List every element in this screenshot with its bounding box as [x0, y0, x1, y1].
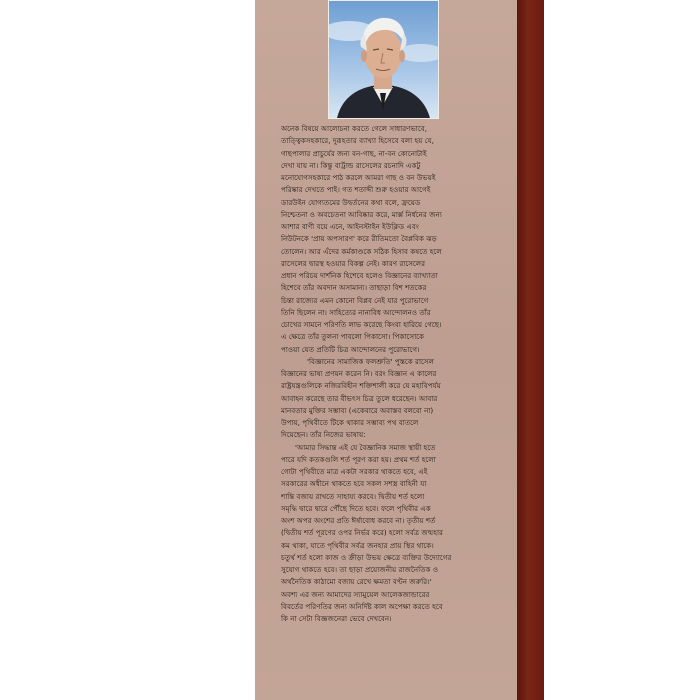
body-line: কি না সেটা বিজ্ঞজনেরা ভেবে দেখবেন।: [281, 614, 392, 623]
book-spine: [517, 0, 544, 700]
body-line: চোখের সামনে পরিণতি লাভ করেছে কিংবা হারিয়ে গেছে।: [281, 320, 442, 329]
body-line: আবাহন করেছে তার বীভৎস চিত্র তুলে ধরেছেন। আবার: [281, 393, 438, 403]
quote-line: গোটা পৃথিবীতে মাত্র একটা সরকার থাকতে হবে, এই: [281, 467, 428, 476]
body-line: চিন্তা রাজ্যের এমন কোনো বিপ্লব নেই যার পুরোভাগে: [281, 295, 429, 305]
body-line: তোলেন। আর এঁদের কর্মকাণ্ডকে সঠিক হিসাব কষতে হলে: [281, 246, 442, 256]
author-portrait-image: [328, 0, 439, 119]
body-line-paragraph-start: 'বিজ্ঞানের সামাজিক ফলশ্রুতি' পুস্তকে রাসেল: [307, 356, 434, 366]
body-line: পরিষ্কার দেখতে পাই। গত শতাব্দী শুরু হওয়ার আগেই: [281, 185, 431, 195]
quote-line: (দ্বিতীয় শর্ত পূরণের ওপর নির্ভর করে) হলো সর্বত্র জন্মহার: [281, 528, 443, 538]
body-line: অবশ্য এর জন্য আমাদের স্যামুয়েল আলেকজান্ডারের: [281, 589, 430, 599]
body-line: রাসেলের দ্বারস্থ হওয়ার বিকল্প নেই। কারণ রাসেলের: [281, 258, 426, 268]
body-line: বিবর্তের পরিণতির জন্য অনির্দিষ্ট কাল অপেক্ষা করতে হবে: [281, 601, 443, 611]
body-line: হিশেবে তাঁর অবদান অসামান্য। তাছাড়া বিশ শতকের: [281, 283, 427, 293]
body-line: অনেক বিষয়ে আলোচনা করতে গেলে সাধারণভাবে,: [281, 124, 427, 133]
body-line: মানবতার মুক্তির সম্ভাব্য (একেবারে অবাস্তব বলবো না): [281, 405, 434, 415]
quote-line: অর্থনৈতিক কাঠামো বজায় রেখে ক্ষমতা বণ্টন জরুরি।': [281, 577, 432, 587]
flap-body-text: [281, 123, 506, 625]
body-line: ডারউইন যোগ্যতমের উদ্বর্তনের কথা বলে, ফ্রয়েড: [281, 197, 421, 207]
body-line: মনোযোগসহকারে পাঠ করলে আমরা গাছ ও বন উভয়ই: [281, 173, 436, 182]
body-line: তাত্ত্বিকসহকারে, দুরূহতার ব্যাখ্যা হিসেবে বলা হয় যে,: [281, 136, 434, 146]
body-line: প্রধান পরিচয় দার্শনিক হিশেবে হলেও বিজ্ঞানের ব্যাখ্যাতা: [281, 271, 438, 280]
quote-line: সুযোগ থাকতে হবে। তা ছাড়া প্রয়োজনীয় রাজনৈতিক ও: [281, 565, 439, 574]
body-line: দেখা যায় না। কিন্তু বার্ট্রান্ড রাসেলের রচনাদি একটু: [281, 160, 421, 170]
body-line: নিউটনকে 'প্রায় অপসারণ' করে রীতিমতো বৈপ্লবিক ঝড়: [281, 234, 437, 244]
quote-line: শান্তি বজায় রাখতে সাহায্য করবে। দ্বিতীয় শর্ত হলো: [281, 491, 425, 501]
body-line: এ ক্ষেত্রে তাঁর তুলনা পাবলো পিকাসো। পিকাসোকে: [281, 332, 425, 342]
body-line: বিজ্ঞানের ভাষ্য প্রণয়ন করেন নি। বরং বিজ্ঞান এ কালের: [281, 369, 437, 378]
body-line: নিশ্চেতনা ও অবচেতনা আবিষ্কার করে, মার্ক্স নির্ধনের জন্য: [281, 209, 442, 219]
body-line: পাওয়া যেত প্রতিটি চিত্র আন্দোলনের পুরোভাগে।: [281, 344, 420, 354]
quote-line: কম থাকা, যাতে পৃথিবীর সর্বত্র জনহার প্রায় স্থির থাকে।: [281, 540, 434, 550]
body-line: আশার বাণী বয়ে এনে, আইনস্টাইন ইউক্লিড এবং: [281, 222, 419, 231]
quote-line: পারে যদি কতকগুলি শর্ত পূরণ করা হয়। প্রথম শর্ত হলো: [281, 454, 436, 464]
quote-line: চতুর্থ শর্ত হলো কাজ ও ক্রীড়া উভয় ক্ষেত্রে ব্যক্তির উদ্যোগের: [281, 552, 452, 562]
body-line: তিনি ছিলেন না। সাহিত্যের নানাবিধ আন্দোলনও তাঁর: [281, 307, 431, 317]
body-line: রাষ্ট্রযন্ত্রগুলিকে নজিরবিহীন শক্তিশালী করে যে মহাবিপর্যয়: [281, 381, 441, 391]
portrait-photo-icon: [329, 1, 438, 118]
quote-line-start: 'আমার সিদ্ধান্ত এই যে বৈজ্ঞানিক সমাজ স্থায়ী হতে: [295, 442, 436, 452]
quote-line: সরকারের অধীনে থাকতে হবে সকল সশস্ত্র বাহিনী যা: [281, 479, 427, 489]
quote-line: অংশ অপর অংশের প্রতি ঈর্ষাবোধ করবে না। তৃতীয় শর্ত: [281, 516, 436, 525]
body-line: দিয়েছেন। তাঁর নিজের ভাষায়:: [281, 430, 366, 440]
quote-line: সমৃদ্ধি দ্বারে দ্বারে পৌঁছে দিতে হবে। ফলে পৃথিবীর এক: [281, 503, 431, 513]
body-line: গাছপালার প্রাচুর্যের জন্য বন-গাছ, না-বন কোনোটাই: [281, 148, 427, 158]
body-line: উপায়, পৃথিবীতে টিকে থাকার সম্ভাব্য পথ বাতলে: [281, 418, 419, 427]
